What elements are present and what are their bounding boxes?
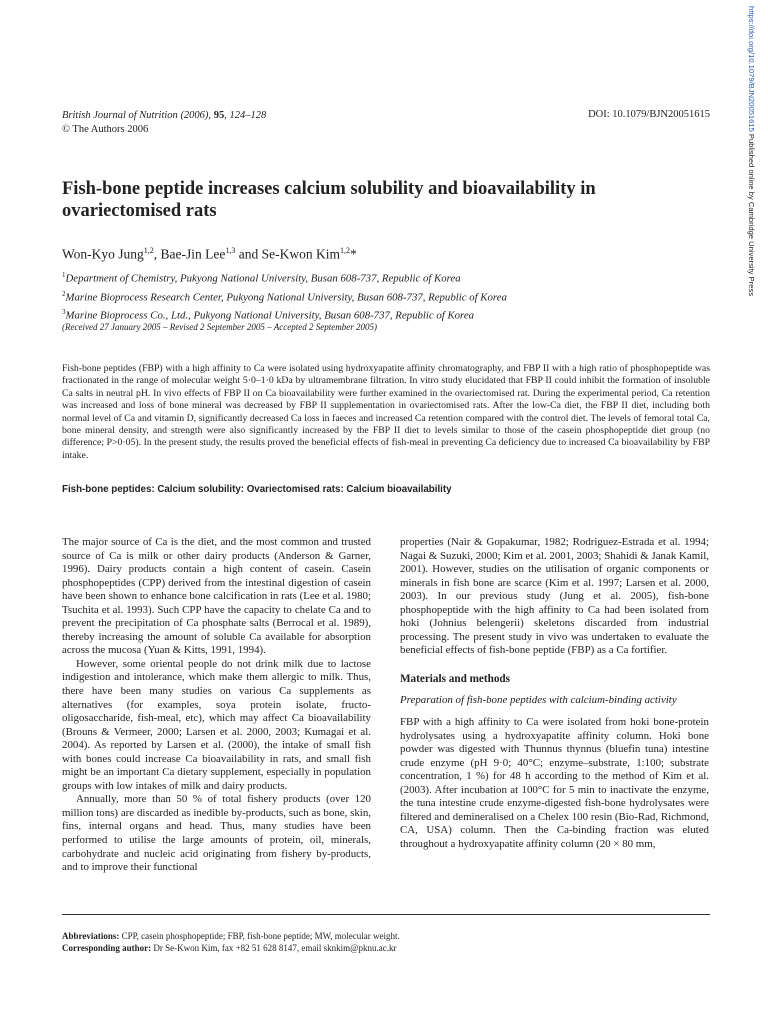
affiliation-sup: 2 [62, 289, 66, 298]
affiliation-sup: 1 [62, 271, 66, 279]
abbreviations-label: Abbreviations: [62, 931, 120, 941]
body-column-left [62, 536, 371, 875]
journal-citation [62, 109, 266, 137]
paragraph: However, some oriental people do not drink milk due to lactose indigestion and intolerance, which make them allergic to milk. Thus, there have been many studies on various Ca supplements as alternatives (for examples, soya protein isolate, fructo-oligosaccharide, fish-meal, etc), which may affect Ca bioavailability (Brouns & Vermeer, 2000; Larsen et al. 2000, 2003; Kumagai et al. 2004). As reported by Larsen et al. (2000), the intake of small fish with bones could increase Ca bioavailability in rats, and small fish might be an important Ca dietary supplement, especially in population groups with low intakes of milk and dairy products. [62, 657, 371, 792]
affiliation-sup: 3 [62, 308, 66, 317]
author-list [62, 246, 357, 263]
sidebar-credit [742, 6, 762, 306]
author-affil-sup: 1,2 [340, 246, 351, 255]
affiliation [62, 305, 507, 324]
paragraph: The major source of Ca is the diet, and the most common and trusted source of Ca is milk or other dairy products (Anderson & Garner, 1996). Dairy products contain a high content of casein. Casein phosphopeptides (CPP) derived from the intestinal digestion of casein have been shown to enhance bone calcification in rats (Lee et al. 1980; Tsuchita et al. 1993). Such CPP have the capacity to chelate Ca and to prevent the precipitation of Ca phosphate salts (Berrocal et al. 1989), thereby increasing the amount of soluble Ca available for absorption across the mucosa (Yuan & Kitts, 1991, 1994). [62, 536, 371, 657]
author-separator: , [153, 246, 161, 262]
affiliation [62, 268, 507, 287]
footnotes [62, 930, 400, 954]
doi-link[interactable]: https://doi.org/10.1079/BJN20051615 [747, 6, 756, 132]
journal-pages: , 124–128 [224, 110, 267, 121]
author-affil-sup: 1,3 [225, 246, 236, 255]
body-column-right [400, 536, 709, 851]
abstract: Fish-bone peptides (FBP) with a high affinity to Ca were isolated using hydroxyapatite affinity chromatography, and FBP II with a high ratio of phosphopeptide was fractionated in the range of molecular weight 5·0–1·0 kDa by ultramembrane filtration. In vitro study elucidated that FBP II could inhibit the formation of insoluble Ca salts in neutral pH. In vivo effects of FBP II on Ca bioavailability were further examined in the ovariectomised rat. During the experimental period, Ca retention was increased and loss of bone mineral was decreased by FBP II supplementation in ovariectomised rats. After the low-Ca diet, the FBP II diet, including both normal level of Ca and vitamin D, significantly decreased Ca loss in faeces and increased Ca retention compared with the control diet. The levels of femoral total Ca, bone mineral density, and strength were also significantly increased by the FBP II diet to levels similar to those of the casein phosphopeptide diet group (no difference; P>0·05). In the present study, the results proved the beneficial effects of fish-meal in preventing Ca deficiency due to increased Ca bioavailability by FBP intake. [62, 363, 710, 461]
sidebar-text [747, 6, 756, 296]
affiliation-text: Department of Chemistry, Pukyong National University, Busan 608-737, Republic of Korea [65, 272, 461, 285]
corresponding-label: Corresponding author: [62, 943, 152, 953]
affiliation-text: Marine Bioprocess Research Center, Pukyong National University, Busan 608-737, Republic of Korea [65, 291, 507, 304]
doi: DOI: 10.1079/BJN20051615 [588, 109, 710, 120]
author-affil-sup: 1,2 [143, 246, 154, 255]
author-name: Won-Kyo Jung [62, 246, 144, 262]
journal-year: (2006), [177, 110, 214, 121]
journal-volume: 95 [213, 110, 225, 121]
corresponding-author-note [62, 942, 400, 954]
keywords: Fish-bone peptides: Calcium solubility: Ovariectomised rats: Calcium bioavailability [62, 484, 452, 495]
corresponding-text: Dr Se-Kwon Kim, fax +82 51 628 8147, email sknkim@pknu.ac.kr [151, 943, 397, 953]
author-name: Se-Kwon Kim [261, 246, 341, 262]
abbreviations-text: CPP, casein phosphopeptide; FBP, fish-bone peptide; MW, molecular weight. [119, 931, 400, 941]
corresponding-mark: * [350, 246, 357, 262]
copyright: © The Authors 2006 [62, 124, 149, 135]
affiliation [62, 287, 507, 306]
paragraph: FBP with a high affinity to Ca were isolated from hoki bone-protein hydrolysates using a hydroxyapatite affinity column. Hoki bone powder was digested with Thunnus thynnus (bluefin tuna) intestine crude enzyme (pH 9·0; 40°C; enzyme–substrate, 1:100; substrate concentration, 1 %) for 48 h according to the method of Kim et al. (2003). After incubation at 100°C for 5 min to inactivate the enzyme, the tuna intestine crude enzyme-digested fish-bone hydrolysates were filtered and demineralised on a Chelex 100 resin (Bio-Rad, Richmond, CA, USA) column. Then the Ca-binding fraction was eluted throughout a hydroxyapatite affinity column (20 × 80 mm, [400, 716, 709, 850]
author-separator: and [235, 246, 262, 262]
article-title: Fish-bone peptide increases calcium solubility and bioavailability in ovariectomised rats [62, 179, 596, 221]
footnote-divider [62, 914, 710, 915]
subsection-heading: Preparation of fish-bone peptides with calcium-binding activity [400, 694, 677, 707]
author-name: Bae-Jin Lee [160, 246, 226, 262]
journal-name: British Journal of Nutrition [62, 110, 178, 121]
section-heading: Materials and methods [400, 672, 511, 685]
sidebar-note: Published online by Cambridge University Press [747, 131, 756, 296]
received-dates: (Received 27 January 2005 – Revised 2 September 2005 – Accepted 2 September 2005) [62, 322, 377, 332]
paragraph: properties (Nair & Gopakumar, 1982; Rodriguez-Estrada et al. 1994; Nagai & Suzuki, 2000; Kim et al. 2001, 2003; Shahidi & Janak Kamil, 2001). However, studies on the utilisation of organic components or minerals in fish bone are scarce (Kim et al. 1997; Larsen et al. 2000, 2003). In our previous study (Jung et al. 2005), fish-bone phosphopeptide with the high affinity to Ca had been isolated from hoki (Johnius belengerii) skeletons discarded from industrial processing. The present study in vivo was undertaken to evaluate the beneficial effects of fish-bone peptide (FBP) as a Ca fortifier. [400, 536, 709, 657]
affiliation-text: Marine Bioprocess Co., Ltd., Pukyong National University, Busan 608-737, Republic of Korea [65, 309, 475, 322]
paragraph: Annually, more than 50 % of total fishery products (over 120 million tons) are discarded as inedible by-products, such as bone, skin, fins, internal organs and head. Thus, many studies have been performed to utilise the large amounts of protein, oil, minerals, carbohydrate and nucleic acid originating from fishery by-products, and to improve their functional [62, 793, 371, 874]
affiliations [62, 268, 507, 324]
abbreviations-note [62, 930, 400, 942]
